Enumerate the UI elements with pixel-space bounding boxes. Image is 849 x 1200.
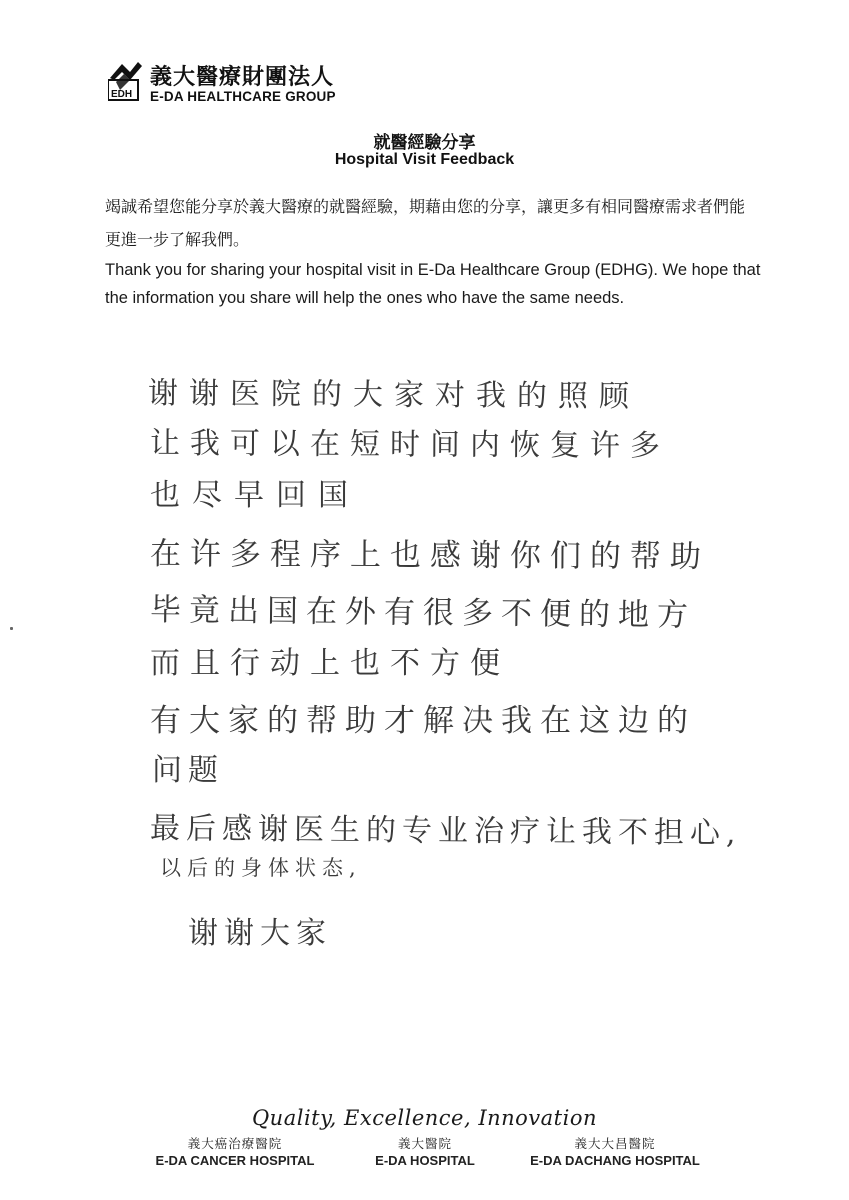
handwriting-line: 在许多程序上也感谢你们的帮助 (149, 536, 711, 575)
hospital-name-english: E-DA DACHANG HOSPITAL (530, 1153, 700, 1168)
handwriting-line: 最后感谢医生的专业治疗让我不担心, (149, 811, 742, 852)
handwriting-line: 也尽早回国 (150, 478, 360, 513)
handwriting-line: 而且行动上也不方便 (150, 646, 510, 681)
edh-logo-icon (108, 62, 146, 102)
hospital-name-chinese: 義大大昌醫院 (574, 1136, 656, 1151)
hospital-name-chinese: 義大醫院 (397, 1136, 452, 1151)
logo-chinese-name: 義大醫療財團法人 (150, 64, 335, 90)
handwriting-line: 谢谢医院的大家对我的照顾 (147, 376, 641, 415)
hospital-name-english: E-DA HOSPITAL (375, 1153, 475, 1168)
hospital-cancer (150, 1136, 320, 1170)
intro-text-english: Thank you for sharing your hospital visit in E-Da Healthcare Group (EDHG). We hope that the information you share will help the ones who have the same needs. (105, 261, 761, 307)
edhg-logo (108, 58, 358, 106)
handwriting-line: 以后的身体状态, (160, 856, 362, 880)
logo-mark-text: EDH (111, 89, 133, 100)
handwriting-line: 有大家的帮助才解决我在这边的 (150, 703, 696, 739)
handwriting-signoff: 谢谢大家 (188, 916, 332, 951)
logo-english-name: E-DA HEALTHCARE GROUP (150, 89, 336, 104)
hospital-dachang (520, 1136, 710, 1170)
intro-text-chinese: 竭誠希望您能分享於義大醫療的就醫經驗，期藉由您的分享，讓更多有相同醫療需求者們能更進一步了解我們。 (105, 197, 746, 249)
hospital-name-english: E-DA CANCER HOSPITAL (155, 1153, 315, 1168)
hospital-name-chinese: 義大癌治療醫院 (187, 1136, 283, 1151)
handwriting-line: 毕竟出国在外有很多不便的地方 (149, 592, 697, 634)
handwriting-line: 问题 (152, 753, 224, 788)
hospital-main (350, 1136, 500, 1170)
page-title-english: Hospital Visit Feedback (334, 151, 515, 168)
page-title-chinese: 就醫經驗分享 (373, 133, 476, 153)
footer-slogan: Quality, Excellence, Innovation (251, 1106, 598, 1130)
handwriting-line: 让我可以在短时间内恢复许多 (149, 426, 671, 464)
scan-speck (10, 627, 13, 630)
